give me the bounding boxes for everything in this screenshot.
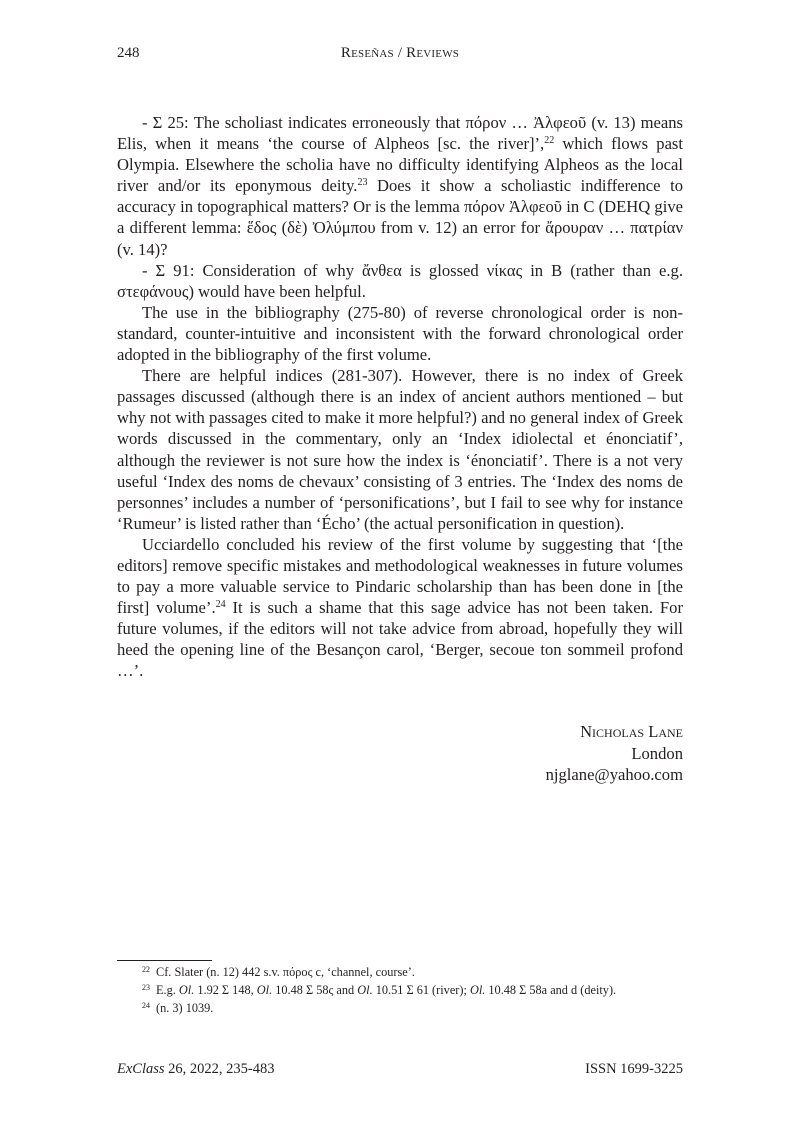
footnote-separator	[117, 960, 212, 961]
footnote-22	[117, 964, 683, 982]
paragraph-conclusion: Ucciardello concluded his review of the first volume by suggesting that ‘[the editors] remove specific mistakes and methodological weaknesses in future volumes to pay a more valuable service to Pindaric scholarship than has been done in [the first] volume’.$^{24}$ It is such a shame that this sage advice has not been taken. For future volumes, if the editors will not take advice from abroad, hopefully they will heed the opening line of the Besançon carol, ‘Berger, secoue ton sommeil profond …’.	[117, 534, 683, 681]
page-header	[117, 45, 683, 67]
italic-text: Ol.	[469, 982, 486, 997]
author-signature	[546, 721, 683, 786]
paragraph-scholion-91: - Σ 91: Consideration of why ἄνθεα is glossed νίκας in B (rather than e.g. στεφάνους) would have been helpful.	[117, 260, 683, 301]
paragraph-bibliography: The use in the bibliography (275-80) of reverse chronological order is non-standard, counter-intuitive and inconsistent with the forward chronological order adopted in the bibliography of the first volume.	[117, 302, 683, 365]
footnote-number: 23	[142, 982, 150, 992]
italic-text: Ol.	[357, 982, 373, 997]
journal-volume: 26, 2022, 235-483	[164, 1061, 275, 1077]
footnote-text: E.g. Ol. 1.92 Σ 148, Ol. 10.48 Σ 58ς and Ol. 10.51 Σ 61 (river); Ol. 10.48 Σ 58a and d (deity).	[156, 982, 617, 997]
page-number: 248	[117, 45, 140, 61]
author-name: Nicholas Lane	[580, 722, 683, 741]
footnote-number: 24	[142, 1000, 150, 1010]
author-email[interactable]: njglane@yahoo.com	[545, 765, 683, 784]
footnote-24	[117, 1000, 683, 1018]
footnote-23	[117, 982, 683, 1000]
footnotes	[117, 964, 683, 1017]
footnote-text: Cf. Slater (n. 12) 442 s.v. πόρος c, ‘channel, course’.	[156, 965, 415, 979]
footnote-ref-22[interactable]: 22	[544, 135, 555, 147]
footnote-text: (n. 3) 1039.	[156, 1000, 214, 1015]
italic-text: Ol.	[178, 982, 195, 997]
footnote-number: 22	[142, 965, 150, 974]
article-body	[117, 112, 683, 682]
footnote-ref-24[interactable]: 24	[215, 599, 226, 611]
footnote-ref-23[interactable]: 23	[357, 177, 368, 189]
journal-name: ExClass	[117, 1061, 165, 1077]
paragraph-indices: There are helpful indices (281-307). However, there is no index of Greek passages discussed (although there is an index of ancient authors mentioned – but why not with passages cited to make it more helpful?) and no general index of Greek words discussed in the commentary, only an ‘Index idiolectal et énonciatif’, although the reviewer is not sure how the index is ‘énonciatif’. There is a not very useful ‘Index des noms de chevaux’ consisting of 3 entries. The ‘Index des noms de personnes’ includes a number of ‘personifications’, but I fail to see why for instance ‘Rumeur’ is listed rather than ‘Écho’ (the actual personification in question).	[117, 366, 683, 533]
issn: ISSN 1699-3225	[585, 1061, 683, 1077]
italic-text: Ol.	[256, 982, 273, 997]
running-head: Reseñas / Reviews	[340, 45, 460, 61]
journal-citation	[117, 1061, 275, 1078]
author-city: London	[631, 743, 683, 763]
paragraph-scholion-25: - Σ 25: The scholiast indicates erroneously that πόρον … Ἀλφεοῦ (v. 13) means Elis, when it means ‘the course of Alpheos [sc. the river]’,$^{22}$ which flows past Olympia. Elsewhere the scholia have no difficulty identifying Alpheos as the local river and/or its eponymous deity.$^{23}$ Does it show a scholiastic indifference to accuracy in topographical matters? Or is the lemma πόρον Ἀλφεοῦ in C (DEHQ give a different lemma: ἕδος (δὲ) Ὀλύμπου from v. 12) an error for ἄρουραν … πατρίαν (v. 14)?	[117, 113, 683, 259]
